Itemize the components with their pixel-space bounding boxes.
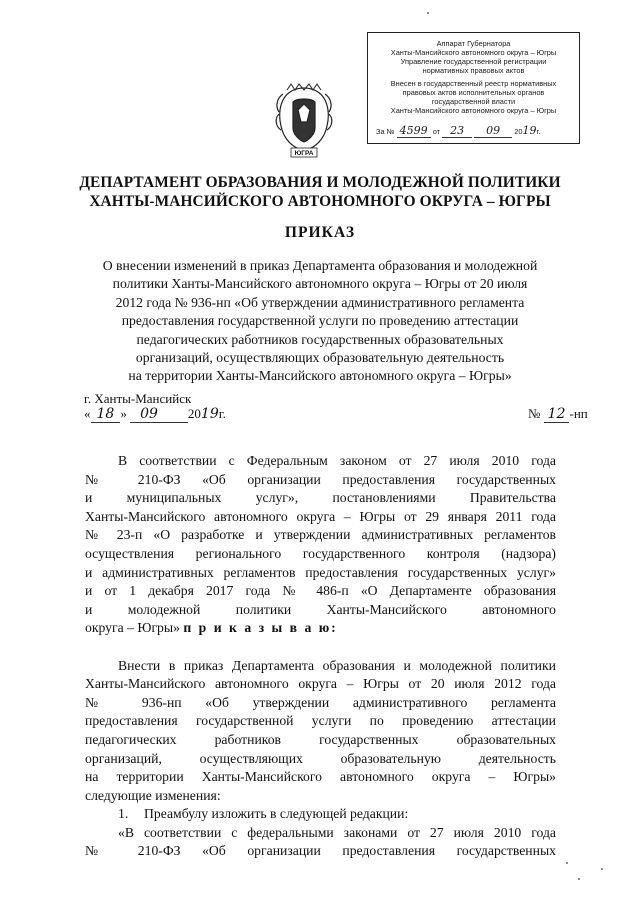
stamp-line: Ханты-Мансийского автономного округа – Югры [390,48,557,57]
body-line: педагогических работников государственных образовательных [85,731,556,747]
number-value: 12 [544,406,570,423]
stamp-reg-day: 23 [442,124,472,138]
order-verb: п р и к а з ы в а ю: [183,620,338,636]
number-suffix: -нп [569,406,588,421]
place-of-issue: г. Ханты-Мансийск [84,391,192,406]
stamp-reg-from: от [432,127,441,136]
order-date [84,406,226,422]
stamp-line: нормативных правовых актов [422,66,525,75]
date-year: 19 [200,406,219,422]
subject-line: организаций, осуществляющих образовательную деятельность [135,350,505,366]
body-line: осуществления регионального государственного контроля (надзора) [85,545,556,561]
body-line: и административных регламентов предоставления государственных услуг» [85,564,556,580]
date-close-quote: » [120,406,127,421]
date-year-suffix: г. [218,406,226,421]
coat-of-arms-emblem [273,82,335,160]
order-subject [60,257,580,386]
stamp-registration-line [376,126,573,136]
stamp-line: Внесен в государственный реестр нормативных [390,79,557,88]
body-line: № 210-ФЗ «Об организации предоставления государственных [85,843,556,859]
department-line-1: ДЕПАРТАМЕНТ ОБРАЗОВАНИЯ И МОЛОДЕЖНОЙ ПОЛИТИКИ [79,174,561,191]
stamp-reg-year: 19 [522,124,537,137]
body-line [85,619,556,638]
department-line-2: ХАНТЫ-МАНСИЙСКОГО АВТОНОМНОГО ОКРУГА – ЮГРЫ [89,193,551,210]
body-line: на территории Ханты-Мансийского автономного округа – Югры» [85,769,556,785]
body-line: и от 1 декабря 2017 года № 486-п «О Департаменте образования [85,583,556,599]
list-item [85,805,556,824]
body-line: предоставления государственной услуги по проведению аттестации [85,713,556,729]
stamp-reg-prefix: За № [376,127,395,136]
subject-line: 2012 года № 936-нп «Об утверждении административного регламента [115,294,525,310]
body-line: № 23-п «О разработке и утверждении административных регламентов [85,527,556,543]
item-text: Преамбулу изложить в следующей редакции: [144,806,409,822]
body-line: Ханты-Мансийского автономного округа – Югры от 20 июля 2012 года [85,676,556,692]
department-name [40,173,600,211]
registration-stamp [367,32,580,144]
body-line: № 936-нп «Об утверждении административного регламента [85,694,556,710]
body-line: Ханты-Мансийского автономного округа – Югры от 29 января 2011 года [85,508,556,524]
subject-line: предоставления государственной услуги по проведению аттестации [121,313,519,329]
body-line: В соответствии с Федеральным законом от 27 июля 2010 года [118,453,556,468]
subject-line: на территории Ханты-Мансийского автономного округа – Югры» [128,368,512,384]
date-month: 09 [130,406,188,423]
date-open-quote: « [84,406,91,421]
date-day: 18 [91,406,121,423]
stamp-reg-number: 4599 [397,124,431,138]
body-line: и муниципальных услуг», постановлениями Правительства [85,490,556,506]
order-number [528,406,588,422]
subject-line: педагогических работников государственных образовательных [136,331,504,347]
stamp-reg-year-prefix: 20 [514,127,523,136]
date-year-prefix: 20 [187,406,201,421]
stamp-line: Управление государственной регистрации [400,57,547,66]
stamp-line: Ханты-Мансийского автономного округа – Югры [390,106,557,115]
body-line: и молодежной политики Ханты-Мансийского автономного [85,601,556,617]
paragraph1-end: округа – Югры» [85,620,180,636]
body-line: № 210-ФЗ «Об организации предоставления государственных [85,471,556,487]
body-line: следующие изменения: [85,787,221,803]
subject-line: О внесении изменений в приказ Департамента образования и молодежной [102,258,538,273]
order-body [85,452,556,861]
body-line: Внести в приказ Департамента образования и молодежной политики [118,657,556,673]
body-line: «В соответствии с федеральными законами от 27 июля 2010 года [118,824,556,840]
stamp-line: Аппарат Губернатора [436,39,511,48]
stamp-line: правовых актов исполнительных органов [402,88,545,97]
number-prefix: № [528,406,541,421]
emblem-label: ЮГРА [294,150,314,157]
subject-line: политики Ханты-Мансийского автономного округа – Югры от 20 июля [112,276,528,292]
document-type-title: ПРИКАЗ [284,224,356,241]
body-line: организаций, осуществляющих образовательную деятельность [85,750,556,766]
stamp-reg-month: 09 [474,124,512,138]
stamp-reg-year-suffix: г. [536,127,541,136]
stamp-line: государственной власти [431,97,516,106]
item-number: 1. [118,806,129,822]
